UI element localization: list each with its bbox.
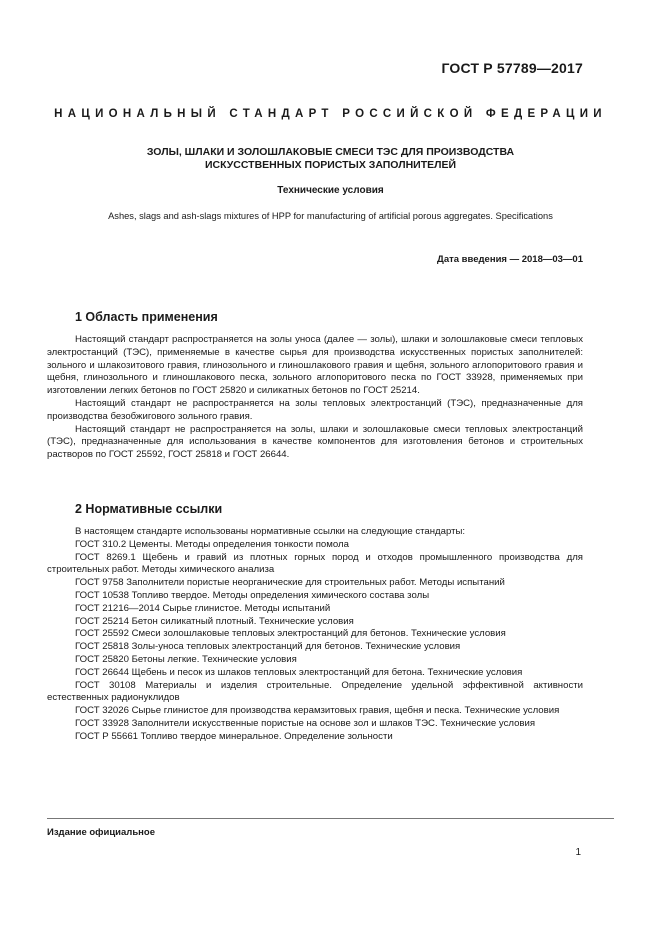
section-2-heading: 2 Нормативные ссылки [75,502,223,516]
reference-item: ГОСТ 21216—2014 Сырье глинистое. Методы испытаний [75,602,331,614]
reference-item: ГОСТ 33928 Заполнители искусственные пористые на основе зол и шлаков ТЭС. Технические условия [75,717,536,729]
reference-item: ГОСТ 30108 Материалы и изделия строительные. Определение удельной эффективной активности естественных радионуклидов [47,679,583,704]
official-edition-label: Издание официальное [47,827,155,838]
reference-item: ГОСТ 25818 Золы-уноса тепловых электростанций для бетонов. Технические условия [75,641,461,653]
section-1-body [47,334,583,462]
paragraph: В настоящем стандарте использованы нормативные ссылки на следующие стандарты: [75,526,466,537]
reference-item: ГОСТ 10538 Топливо твердое. Методы определения химического состава золы [75,589,430,601]
section-2-body [47,526,583,744]
reference-item: ГОСТ 25592 Смеси золошлаковые тепловых электростанций для бетонов. Технические условия [75,628,506,640]
reference-item: ГОСТ 25820 Бетоны легкие. Технические условия [75,653,297,665]
introduction-date: Дата введения — 2018—03—01 [437,254,583,265]
gost-code: ГОСТ Р 57789—2017 [441,60,583,76]
reference-item: ГОСТ 9758 Заполнители пористые неорганические для строительных работ. Методы испытаний [75,577,505,589]
reference-item: ГОСТ Р 55661 Топливо твердое минеральное. Определение зольности [75,730,393,742]
reference-item: ГОСТ 310.2 Цементы. Методы определения тонкости помола [75,538,349,550]
paragraph: Настоящий стандарт не распространяется на золы тепловых электростанций (ТЭС), предназначенные для производства безобжигового зольного гравия. [47,397,583,422]
document-title [47,146,614,172]
title-line-1: ЗОЛЫ, ШЛАКИ И ЗОЛОШЛАКОВЫЕ СМЕСИ ТЭС ДЛЯ ПРОИЗВОДСТВА [146,146,515,158]
reference-item: ГОСТ 8269.1 Щебень и гравий из плотных горных пород и отходов промышленного производства для строительных работ. Методы химического анализа [47,551,583,576]
footer-divider [47,818,614,819]
reference-item: ГОСТ 32026 Сырье глинистое для производства керамзитовых гравия, щебня и песка. Технические условия [75,705,560,717]
paragraph: Настоящий стандарт не распространяется на золы, шлаки и золошлаковые смеси тепловых электростанций (ТЭС), предназначенные для использования в качестве компонентов для изготовления бетонов и строительных растворов по ГОСТ 25592, ГОСТ 25818 и ГОСТ 26644. [47,423,583,461]
section-1-heading: 1 Область применения [75,310,218,324]
english-title: Ashes, slags and ash-slags mixtures of HPP for manufacturing of artificial porous aggregates. Specifications [108,211,553,221]
paragraph: Настоящий стандарт распространяется на золы уноса (далее — золы), шлаки и золошлаковые смеси тепловых электростанций (ТЭС), применяемые в качестве сырья для производства искусственных пористых заполнителей: зольного и шлакозитового гравия, глинозольного и глиношлакового гравия и щебня, зольного аглопоритового гравия и щебня, глинозольного и глиношлакового песка, зольного аглопоритового песка по ГОСТ 33928, применяемых при изготовлении легких бетонов по ГОСТ 25820 и силикатных бетонов по ГОСТ 25214. [47,334,583,397]
document-subtitle: Технические условия [277,185,384,196]
national-standard-banner: НАЦИОНАЛЬНЫЙ СТАНДАРТ РОССИЙСКОЙ ФЕДЕРАЦИИ [54,108,607,120]
page-number: 1 [575,847,581,858]
title-line-2: ИСКУССТВЕННЫХ ПОРИСТЫХ ЗАПОЛНИТЕЛЕЙ [204,159,457,171]
reference-item: ГОСТ 25214 Бетон силикатный плотный. Технические условия [75,615,354,627]
reference-item: ГОСТ 26644 Щебень и песок из шлаков тепловых электростанций для бетона. Технические условия [75,666,523,678]
